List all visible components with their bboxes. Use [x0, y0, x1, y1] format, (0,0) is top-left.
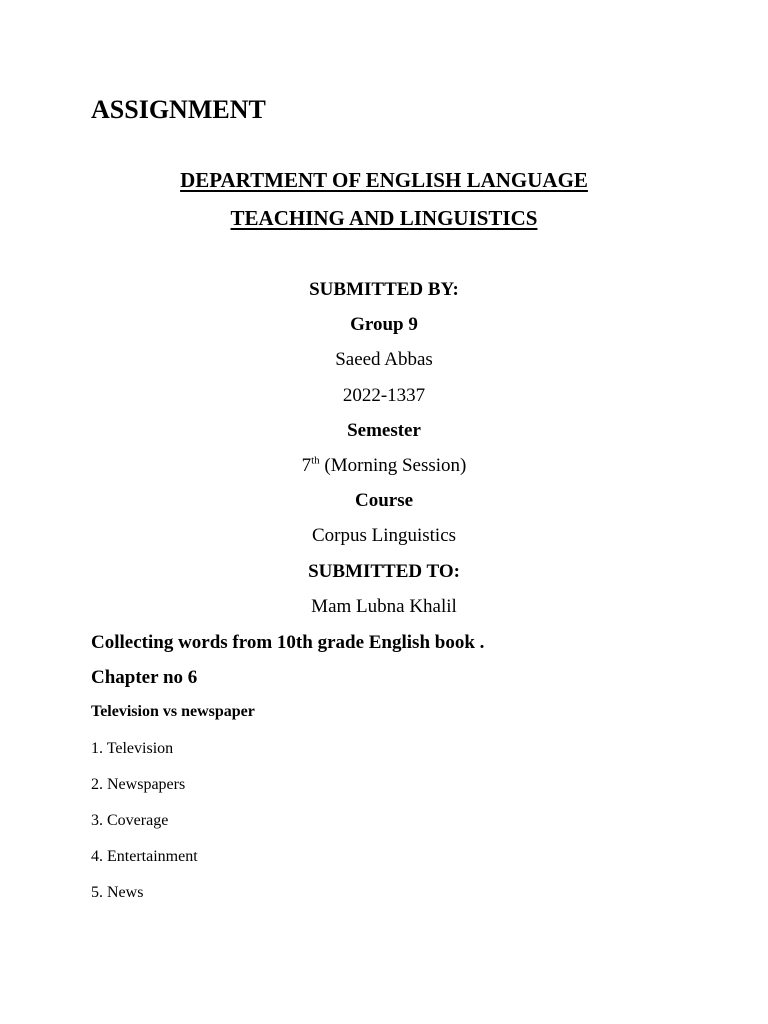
topic-heading: Television vs newspaper	[91, 703, 255, 720]
teacher-name: Mam Lubna Khalil	[311, 596, 457, 617]
student-name: Saeed Abbas	[335, 349, 433, 370]
course-label: Course	[354, 490, 414, 511]
semester-suffix: th	[311, 454, 320, 467]
chapter-heading: Chapter no 6	[91, 667, 198, 688]
list-item: 1. Television	[91, 740, 174, 757]
submitted-by-label: SUBMITTED BY:	[309, 279, 459, 300]
course-name: Corpus Linguistics	[311, 525, 457, 546]
semester-label: Semester	[347, 420, 421, 441]
semester-number: 7	[301, 455, 312, 476]
list-item: 3. Coverage	[91, 812, 169, 829]
list-item: 2. Newspapers	[91, 776, 186, 793]
roll-number: 2022-1337	[342, 385, 426, 406]
document-title: ASSIGNMENT	[91, 95, 266, 124]
department-line-2: TEACHING AND LINGUISTICS	[230, 206, 538, 230]
content-heading: Collecting words from 10th grade English book .	[91, 632, 485, 653]
group-name: Group 9	[350, 314, 418, 335]
list-item: 4. Entertainment	[91, 848, 198, 865]
submitted-to-label: SUBMITTED TO:	[308, 561, 460, 582]
semester-value	[0, 454, 768, 478]
semester-session: (Morning Session)	[319, 455, 467, 476]
list-item: 5. News	[91, 884, 144, 901]
department-line-1: DEPARTMENT OF ENGLISH LANGUAGE	[180, 168, 588, 192]
